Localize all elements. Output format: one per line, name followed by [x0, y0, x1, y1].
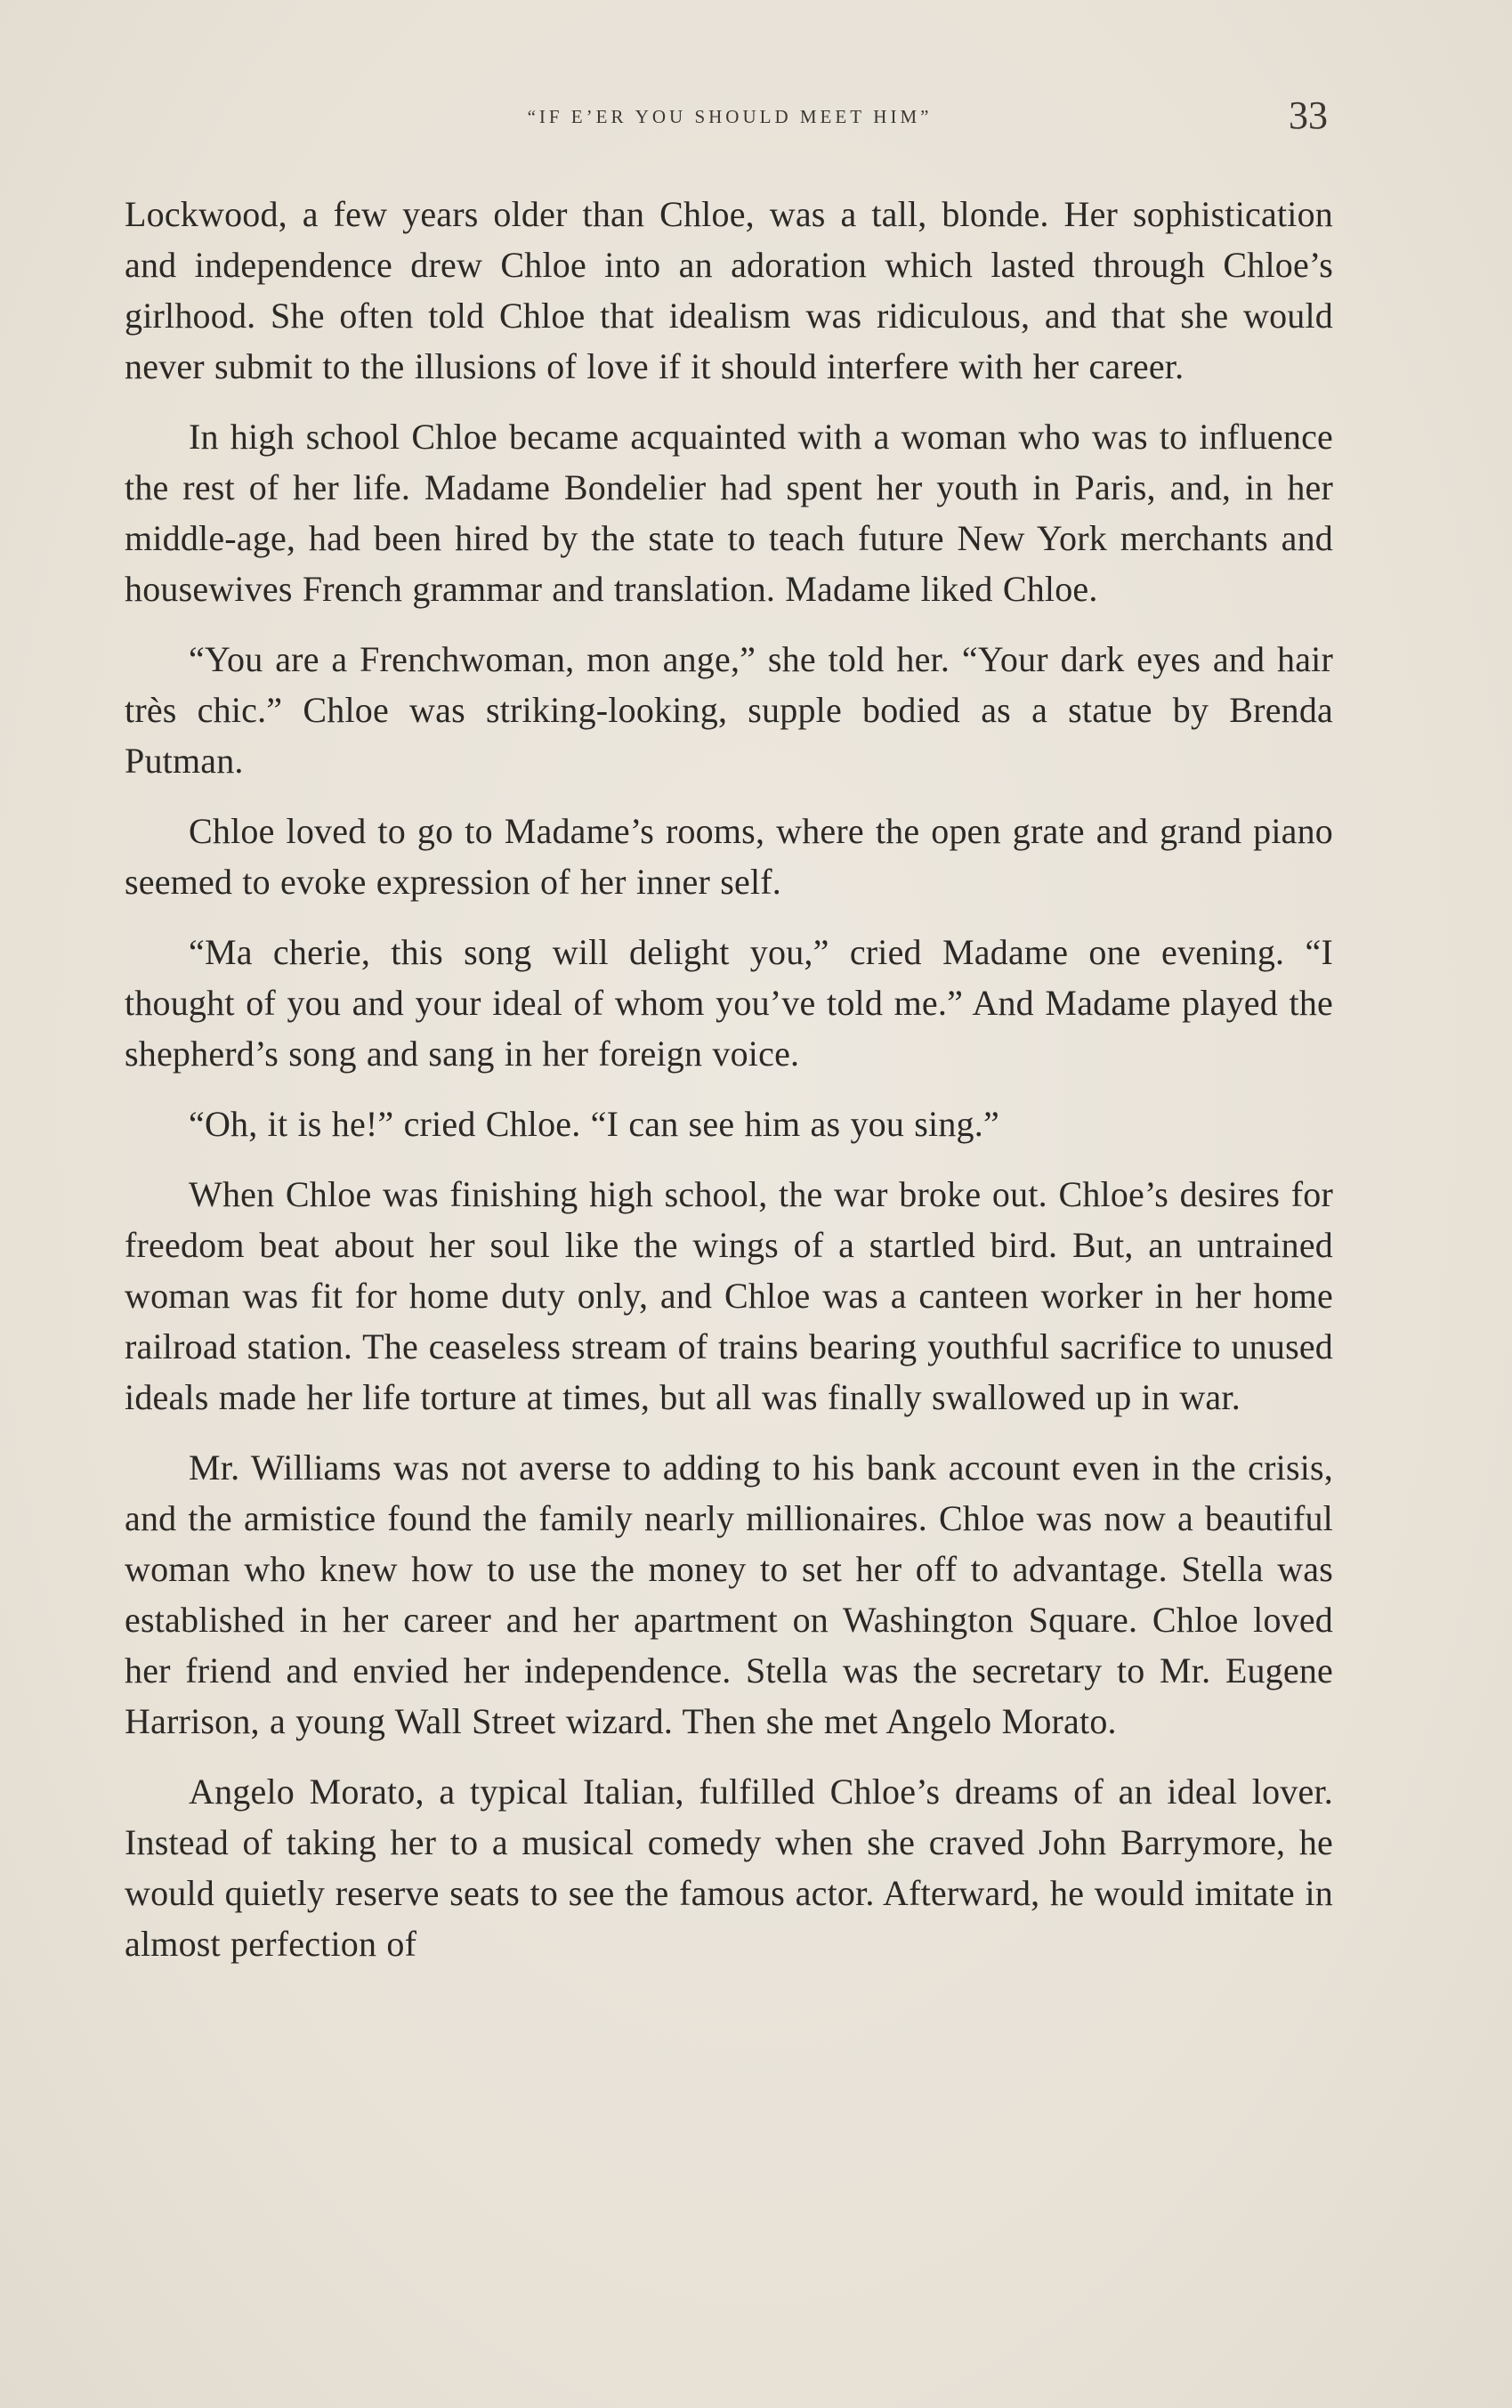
running-title: “if e’er you should meet him” — [527, 100, 933, 129]
paragraph: Lockwood, a few years older than Chloe, was a tall, blonde. Her sophistication and independence drew Chloe into an adoration which lasted through Chloe’s girlhood. She often told Chloe that idealism was ridiculous, and that she would never submit to the illusions of love if it should interfere with her career. — [125, 194, 1333, 386]
body-text — [125, 189, 1333, 1989]
paragraph: “Oh, it is he!” cried Chloe. “I can see him as you sing.” — [189, 1104, 999, 1144]
paragraph: In high school Chloe became acquainted with a woman who was to influence the rest of her life. Madame Bondelier had spent her youth in Paris, and, in her middle-age, had been hired by the state to teach future New York merchants and housewives French grammar and translation. Madame liked Chloe. — [125, 417, 1333, 609]
paragraph: Chloe loved to go to Madame’s rooms, where the open grate and grand piano seemed to evoke expression of her inner self. — [125, 811, 1333, 902]
paragraph: “Ma cherie, this song will delight you,” cried Madame one evening. “I thought of you and your ideal of whom you’ve told me.” And Madame played the shepherd’s song and sang in her foreign voice. — [125, 932, 1333, 1074]
paragraph: Mr. Williams was not averse to adding to his bank account even in the crisis, and the armistice found the family nearly millionaires. Chloe was now a beautiful woman who knew how to use the money to set her off to advantage. Stella was established in her career and her apartment on Washington Square. Chloe loved her friend and envied her independence. Stella was the secretary to Mr. Eugene Harrison, a young Wall Street wizard. Then she met Angelo Morato. — [125, 1447, 1333, 1741]
page-number: 33 — [1289, 93, 1328, 137]
paragraph: “You are a Frenchwoman, mon ange,” she told her. “Your dark eyes and hair très chic.” Chloe was striking-looking, supple bodied as a statue by Brenda Putman. — [125, 639, 1333, 781]
paragraph: When Chloe was finishing high school, the war broke out. Chloe’s desires for freedom beat about her soul like the wings of a startled bird. But, an untrained woman was fit for home duty only, and Chloe was a canteen worker in her home railroad station. The ceaseless stream of trains bearing youthful sacrifice to unused ideals made her life torture at times, but all was finally swallowed up in war. — [125, 1174, 1333, 1417]
paragraph: Angelo Morato, a typical Italian, fulfilled Chloe’s dreams of an ideal lover. Instead of taking her to a musical comedy when she craved John Barrymore, he would quietly reserve seats to see the famous actor. Afterward, he would imitate in almost perfection of — [125, 1772, 1333, 1964]
running-head — [125, 93, 1335, 141]
